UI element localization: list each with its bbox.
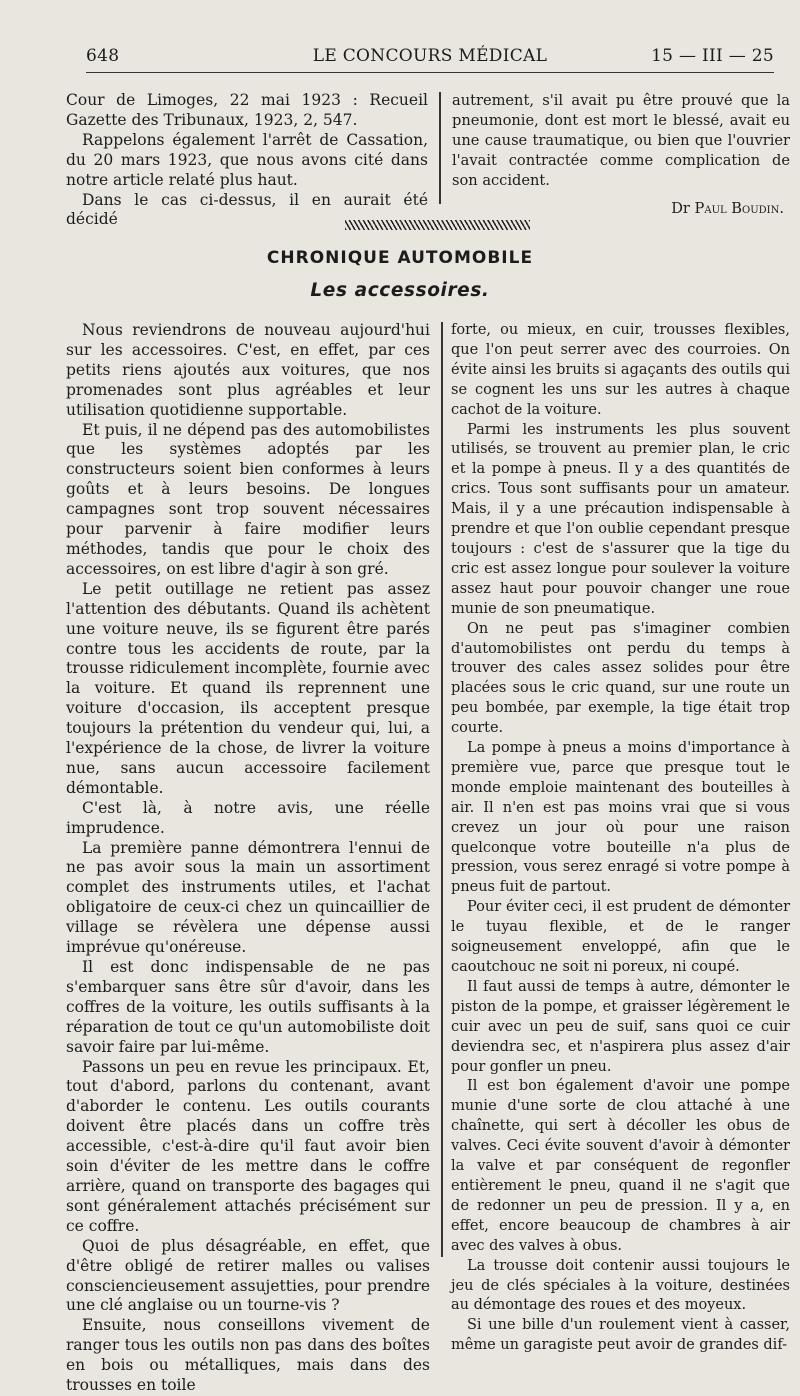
article-right-column (451, 321, 790, 1354)
paragraph: Ensuite, nous conseillons vivement de ranger tous les outils non pas dans des boîtes en bois ou métalliques, mais dans des trousses en toile (66, 1316, 430, 1395)
paragraph: autrement, s'il avait pu être prouvé que la pneumonie, dont est mort le blessé, avait eu une cause traumatique, ou bien que l'ouvrier l'avait contractée comme complication de son accident. (452, 92, 790, 189)
paragraph: Dans le cas ci-dessus, il en aurait été décidé (66, 190, 428, 229)
paragraph: Et puis, il ne dépend pas des automobilistes que les systèmes adoptés par les constructeurs soient bien conformes à leurs goûts et à leurs besoins. De longues campagnes sont trop souvent nécessaires pour parvenir à faire modifier leurs méthodes, tandis que pour le choix des accessoires, on est libre d'agir à son gré. (66, 420, 430, 578)
paragraph: La première panne démontrera l'ennui de ne pas avoir sous la main un assortiment complet des instruments utiles, et l'achat obligatoire de ceux-ci chez un quincaillier de village se révèlera une dépense aussi imprévue qu'onéreuse. (66, 838, 430, 957)
paragraph: Il est bon également d'avoir une pompe munie d'une sorte de clou attaché à une chaînette, qui sert à décoller les obus de valves. Ceci évite souvent d'avoir à démonter la valve et par conséquent de regonfler entièrement le pneu, quand il ne s'agit que de redonner un peu de pression. Il y a, en effet, encore beaucoup de chambres à air avec des valves à obus. (451, 1078, 790, 1254)
section-title: CHRONIQUE AUTOMOBILE (266, 248, 534, 268)
paragraph: On ne peut pas s'imaginer combien d'automobilistes ont perdu du temps à trouver des cales assez solides pour être placées sous le cric quand, sur une route un peu bombée, par exemple, la tige était trop courte. (451, 620, 790, 737)
paragraph: Il est donc indispensable de ne pas s'embarquer sans être sûr d'avoir, dans les coffres de la voiture, les outils suffisants à la réparation de tout ce qu'un automobiliste doit savoir faire par lui-même. (66, 958, 430, 1056)
paragraph: La trousse doit contenir aussi toujours le jeu de clés spéciales à la voiture, destinées au démontage des roues et des moyeux. (451, 1257, 790, 1314)
paragraph: Parmi les instruments les plus souvent utilisés, se trouvent au premier plan, le cric et la pompe à pneus. Il y a des quantités de crics. Tous sont suffisants pour un amateur. Mais, il y a une précaution indispensable à prendre et que l'on oublie cependant presque toujours : c'est de s'assurer que la tige du cric est assez longue pour soulever la voiture assez haut pour pouvoir changer une roue munie de son pneumatique. (451, 421, 790, 617)
paragraph: Rappelons également l'arrêt de Cassation, du 20 mars 1923, que nous avons cité dans notre article relaté plus haut. (66, 130, 428, 189)
journal-title: LE CONCOURS MÉDICAL (312, 46, 548, 66)
previous-article-left-column (66, 91, 428, 229)
page-number: 648 (86, 46, 120, 66)
column-rule (439, 92, 441, 204)
paragraph: Passons un peu en revue les principaux. Et, tout d'abord, parlons du contenant, avant d'aborder le contenu. Les outils courants doivent être placés dans un coffre très accessible, c'est-à-dire qu'il faut avoir bien soin d'éviter de les mettre dans le coffre arrière, quand on transporte des bagages qui sont généralement attachés précisément sur ce coffre. (66, 1057, 430, 1235)
issue-date: 15 — III — 25 (651, 46, 774, 66)
column-rule (441, 322, 443, 1257)
paragraph: Pour éviter ceci, il est prudent de démonter le tuyau flexible, et de le ranger soigneusement enveloppé, afin que le caoutchouc ne soit ni poreux, ni coupé. (451, 899, 790, 975)
running-header (86, 46, 774, 73)
paragraph: Quoi de plus désagréable, en effet, que d'être obligé de retirer malles ou valises consciencieusement assujetties, pour prendre une clé anglaise ou un tourne-vis ? (66, 1236, 430, 1315)
paragraph: La pompe à pneus a moins d'importance à première vue, parce que presque tout le monde emploie maintenant des bouteilles à air. Il n'en est pas moins vrai que si vous crevez un jour où pour une raison quelconque votre bouteille n'a plus de pression, vous serez enragé si votre pompe à pneus fuit de partout. (451, 740, 790, 896)
paragraph: Nous reviendrons de nouveau aujourd'hui sur les accessoires. C'est, en effet, par ces petits riens ajoutés aux voitures, que nos promenades sont plus agréables et leur utilisation quotidienne supportable. (66, 321, 430, 419)
paragraph: Le petit outillage ne retient pas assez l'attention des débutants. Quand ils achètent une voiture neuve, ils se figurent être parés contre tous les accidents de route, par la trousse ridiculement incomplète, fournie avec la voiture. Et quand ils reprennent une voiture d'occasion, ils acceptent presque toujours la prétention du vendeur qui, lui, a l'expérience de la chose, de livrer la voiture nue, sans aucun accessoire facilement démontable. (66, 579, 430, 797)
signature-prefix: Dr (671, 199, 690, 217)
paragraph: Si une bille d'un roulement vient à casser, même un garagiste peut avoir de grandes dif- (451, 1317, 790, 1354)
previous-article-right-column (452, 91, 790, 217)
paragraph: Il faut aussi de temps à autre, démonter le piston de la pompe, et graisser légèrement le cuir avec un peu de suif, sans quoi ce cuir deviendra sec, et n'aspirera plus assez d'air pour gonfler un pneu. (451, 978, 790, 1075)
author-signature (452, 199, 790, 219)
ornamental-divider (345, 220, 530, 230)
paragraph: forte, ou mieux, en cuir, trousses flexibles, que l'on peut serrer avec des courroies. On évite ainsi les bruits si agaçants des outils qui se cognent les uns sur les autres à chaque cachot de la voiture. (451, 322, 790, 418)
article-title: Les accessoires. (310, 280, 490, 301)
paragraph: Cour de Limoges, 22 mai 1923 : Recueil Gazette des Tribunaux, 1923, 2, 547. (66, 91, 428, 129)
paragraph: C'est là, à notre avis, une réelle imprudence. (66, 798, 430, 837)
article-left-column (66, 321, 430, 1395)
signature-name: Paul Boudin. (694, 199, 784, 217)
